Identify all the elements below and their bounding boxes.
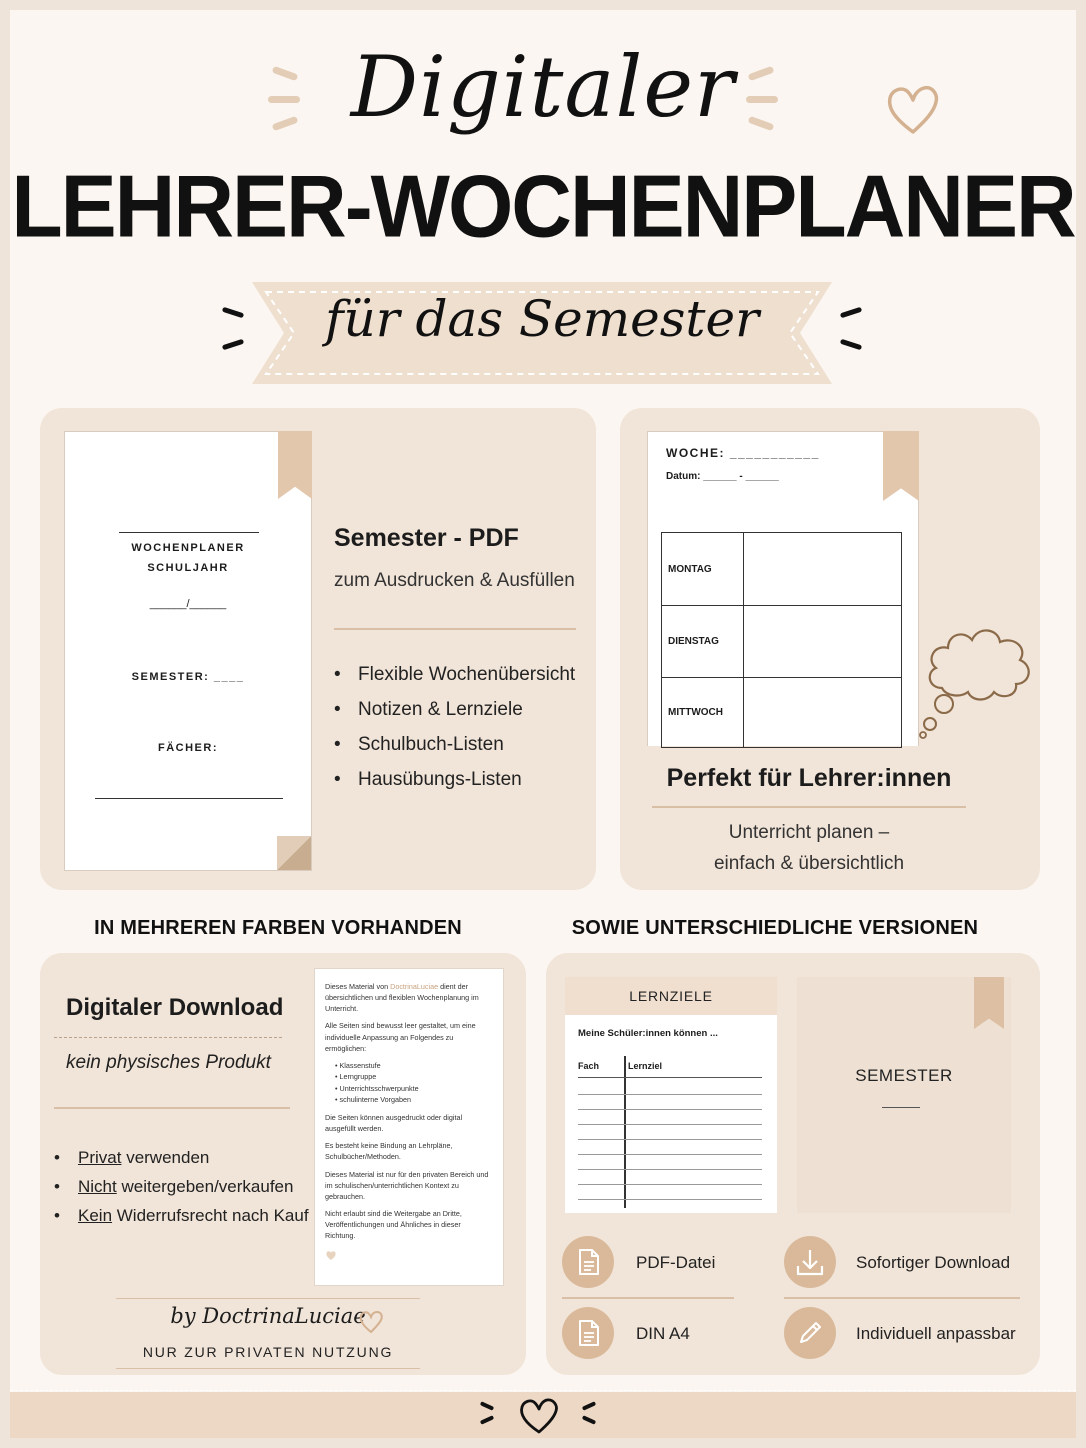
- info-text: Dieses Material von: [325, 982, 391, 991]
- term-text: Widerrufsrecht nach Kauf: [112, 1206, 309, 1225]
- byline-signature: by DoctrinaLuciae: [170, 1304, 366, 1328]
- feature-list: [334, 664, 575, 791]
- pencil-icon: [784, 1307, 836, 1359]
- cover-faecher-label: FÄCHER:: [158, 742, 218, 754]
- term-emphasis: Kein: [78, 1206, 113, 1225]
- day-cell: MONTAG: [662, 533, 744, 606]
- info-paragraph: Die Seiten können ausgedruckt oder digital ausgefüllt werden.: [325, 1113, 463, 1134]
- ribbon-text: für das Semester: [325, 290, 759, 348]
- divider: [334, 628, 576, 630]
- feature-item: • Flexible Wochenübersicht: [334, 664, 575, 686]
- badge-circle: [784, 1307, 836, 1359]
- document-icon: [562, 1307, 614, 1359]
- term-emphasis: Nicht: [78, 1177, 117, 1196]
- table-line: [578, 1077, 762, 1078]
- perfekt-line1: Unterricht planen –: [728, 822, 890, 843]
- bookmark-ribbon: [278, 431, 312, 499]
- table-line: [578, 1184, 762, 1185]
- datum-label: Datum: ______ - ______: [666, 471, 779, 482]
- cover-title-line1: WOCHENPLANER: [131, 542, 245, 554]
- heart-outline-icon: [516, 1396, 562, 1436]
- feature-item: • Schulbuch-Listen: [334, 734, 575, 756]
- day-notes-cell: [744, 678, 902, 748]
- cover-year-blank: ______/______: [149, 598, 227, 610]
- lernziele-header: LERNZIELE: [565, 977, 777, 1015]
- info-paragraph: [325, 981, 493, 1014]
- divider: [652, 806, 966, 808]
- divider: [119, 532, 259, 533]
- private-use-note: NUR ZUR PRIVATEN NUTZUNG: [142, 1344, 394, 1360]
- badge-label: Sofortiger Download: [856, 1253, 1011, 1272]
- heart-outline-icon: [358, 1310, 384, 1334]
- table-line: [578, 1199, 762, 1200]
- cover-title-line2: SCHULJAHR: [147, 562, 229, 574]
- badge-circle: [562, 1307, 614, 1359]
- week-table: [661, 532, 902, 748]
- perfekt-title: Perfekt für Lehrer:innen: [666, 764, 952, 792]
- term-text: verwenden: [121, 1148, 210, 1167]
- lernziele-intro: Meine Schüler:innen können ...: [578, 1028, 718, 1039]
- divider: [116, 1368, 420, 1369]
- script-title: Digitaler: [350, 38, 736, 136]
- divider: [882, 1107, 920, 1108]
- info-paragraph: Alle Seiten sind bewusst leer gestaltet, um eine individuelle Anpassung an Folgendes zu ermöglichen:: [325, 1021, 476, 1053]
- divider: [562, 1297, 734, 1299]
- cover-preview: [64, 431, 312, 871]
- table-line: [578, 1124, 762, 1125]
- column-divider: [624, 1056, 626, 1208]
- sparkle-line: [746, 96, 778, 103]
- download-subtitle: kein physisches Produkt: [66, 1052, 271, 1073]
- week-page-preview: [647, 431, 919, 746]
- semester-pdf-title: Semester - PDF: [334, 524, 519, 552]
- badge-circle: [784, 1236, 836, 1288]
- download-title: Digitaler Download: [66, 994, 284, 1021]
- versions-heading: SOWIE UNTERSCHIEDLICHE VERSIONEN: [571, 917, 979, 939]
- day-cell: MITTWOCH: [662, 678, 744, 748]
- download-icon: [784, 1236, 836, 1288]
- day-notes-cell: [744, 533, 902, 606]
- info-paragraph: Es besteht keine Bindung an Lehrpläne, Schulbücher/Methoden.: [325, 1141, 453, 1162]
- info-paragraph: Nicht erlaubt sind die Weitergabe an Dritte, Veröffentlichungen und Ähnliches in dieser Richtung.: [325, 1209, 462, 1241]
- perfekt-line2: einfach & übersichtlich: [713, 853, 905, 874]
- colors-heading: IN MEHREREN FARBEN VORHANDEN: [94, 917, 462, 939]
- day-notes-cell: [744, 606, 902, 678]
- divider: [784, 1297, 1020, 1299]
- badge-circle: [562, 1236, 614, 1288]
- divider: [54, 1107, 290, 1109]
- term-emphasis: Privat: [78, 1148, 122, 1167]
- info-list-item: • Klassenstufe: [335, 1060, 493, 1072]
- table-line: [578, 1139, 762, 1140]
- semester-pdf-subtitle: zum Ausdrucken & Ausfüllen: [334, 570, 575, 591]
- semester-cover-label: SEMESTER: [855, 1066, 953, 1085]
- info-list-item: • schulinterne Vorgaben: [335, 1094, 493, 1106]
- table-line: [578, 1169, 762, 1170]
- woche-label: WOCHE: ___________: [666, 446, 820, 460]
- feature-item: • Hausübungs-Listen: [334, 769, 575, 791]
- badge-label: PDF-Datei: [636, 1253, 716, 1272]
- small-heart-icon: [325, 1250, 337, 1261]
- term-item: [54, 1206, 309, 1226]
- divider: [10, 1390, 1076, 1391]
- badge-label: Individuell anpassbar: [856, 1324, 1016, 1343]
- main-title: LEHRER-WOCHENPLANER: [11, 156, 1075, 256]
- bookmark-ribbon: [883, 431, 919, 501]
- divider: [95, 798, 283, 799]
- table-line: [578, 1094, 762, 1095]
- term-item: [54, 1177, 309, 1197]
- divider: [116, 1298, 420, 1299]
- sparkle-line: [268, 96, 300, 103]
- info-document-preview: [314, 968, 504, 1286]
- cover-semester-label: SEMESTER: ____: [131, 671, 245, 683]
- table-line: [578, 1109, 762, 1110]
- info-list: [335, 1060, 493, 1106]
- term-text: weitergeben/verkaufen: [116, 1177, 294, 1196]
- info-paragraph: Dieses Material ist nur für den privaten Bereich und im schulischen/unterrichtlichen Kontext zu gebrauchen.: [325, 1169, 489, 1201]
- table-line: [578, 1154, 762, 1155]
- feature-item: • Notizen & Lernziele: [334, 699, 575, 721]
- badge-label: DIN A4: [636, 1324, 690, 1343]
- heart-outline-icon: [884, 82, 942, 138]
- divider: [54, 1037, 282, 1038]
- pdf-file-icon: [562, 1236, 614, 1288]
- info-text: dient der übersichtlichen und flexiblen Wochenplanung im Unterricht.: [325, 982, 479, 1014]
- lernziel-column-header: Lernziel: [628, 1061, 663, 1071]
- thought-bubble-icon: [918, 600, 1042, 740]
- term-item: [54, 1148, 309, 1168]
- info-list-item: • Lerngruppe: [335, 1071, 493, 1083]
- fach-column-header: Fach: [578, 1061, 600, 1071]
- terms-list: [54, 1148, 309, 1235]
- info-list-item: • Unterrichtsschwerpunkte: [335, 1083, 493, 1095]
- brand-name: DoctrinaLuciae: [390, 982, 439, 991]
- day-cell: DIENSTAG: [662, 606, 744, 678]
